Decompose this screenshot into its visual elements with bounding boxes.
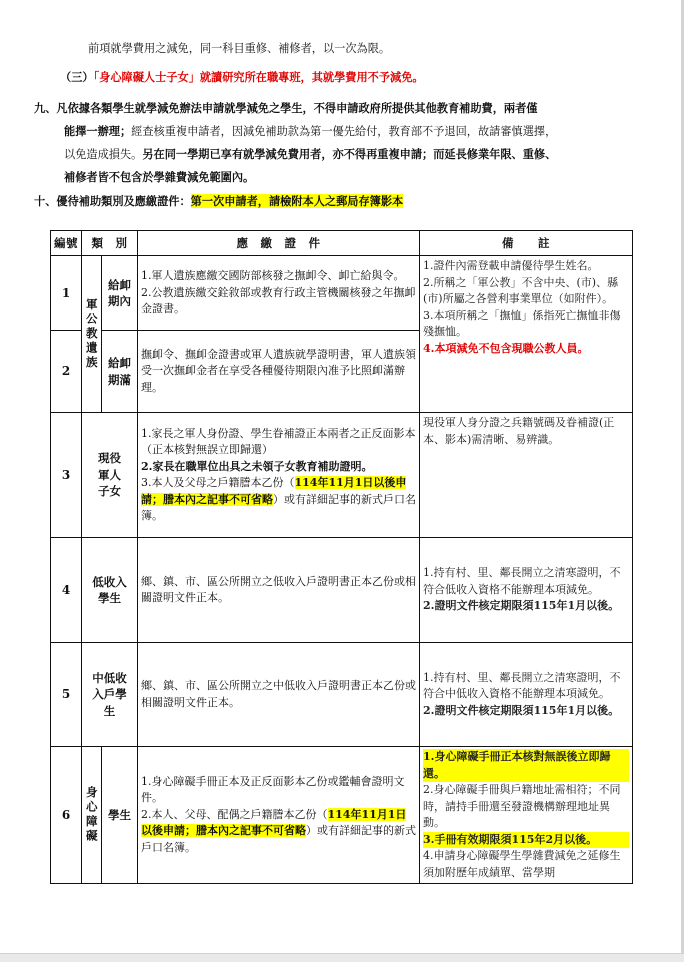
text-line-disabled-children: （三）「身心障礙人士子女」就讀研究所在職專班，其就學費用不予減免。 [60,70,424,84]
table-row [51,256,633,331]
section-ten-heading: 十、優待補助類別及應繳證件：第一次申請者，請檢附本人之郵局存簿影本 [34,194,404,208]
required-documents: 1.家長之軍人身份證、學生眷補證正本兩者之正反面影本（正本核對無誤立即歸還） 2.家長在職單位出具之未領子女教育補助證明。 3.本人及父母之戶籍謄本乙份（114年11月1日以後申請；謄本內之記事不可省略）或有詳細記事的新式戶口名簿。 [138,413,420,538]
row-number: 4 [51,538,82,643]
notes-cell: 現役軍人身分證之兵籍號碼及眷補證(正本、影本)需清晰、易辨識。 [420,413,633,538]
row-number: 6 [51,747,82,884]
table-row [51,413,633,538]
section-nine: 九、凡依據各類學生就學減免辦法申請就學減免之學生，不得申請政府所提供其他教育補助費，兩者僅 能擇一辦理；經查核重複申請者，因減免補助款為第一優先給付，教育部不予退回，故請審慎選擇， 以免造成損失。另在同一學期已享有就學減免費用者，亦不得再重複申請；而延長修業年限、重修、 補修者皆不包含於學雜費減免範圍內。 [34,101,557,184]
header-num: 編號 [51,231,82,256]
table-row [51,747,633,884]
table-row [51,643,633,747]
required-documents: 撫卹令、撫卹金證書或軍人遺族就學證明書，軍人遺族領受一次撫卹金者在享受各種優待期限內准予比照卹滿辦理。 [138,331,420,413]
required-documents: 1.軍人遺族應繳交國防部核發之撫卹令、卹亡給與令。 2.公教遺族繳交銓敘部或教育行政主管機關核發之年撫卹金證書。 [138,256,420,331]
table-header-row [51,231,633,256]
viewer-bottom-edge [0,953,684,962]
table-row [51,538,633,643]
notes-cell: 1.持有村、里、鄰長開立之清寒證明，不符合低收入資格不能辦理本項減免。 2.證明文件核定期限須115年1月以後。 [420,538,633,643]
disability-group-label: 身心障礙 [82,747,102,884]
military-group-label: 軍公教遺族 [82,256,102,413]
row-number: 2 [51,331,82,413]
notes-cell: 1.持有村、里、鄰長開立之清寒證明，不符合中低收入資格不能辦理本項減免。 2.證明文件核定期限須115年1月以後。 [420,643,633,747]
category-label: 低收入學生 [82,538,138,643]
category-label: 現役軍人子女 [82,413,138,538]
required-documents: 1.身心障礙手冊正本及正反面影本乙份或鑑輔會證明文件。 2.本人、父母、配偶之戶籍謄本乙份（114年11月1日以後申請；謄本內之記事不可省略）或有詳細記事的新式戶口名簿。 [138,747,420,884]
row-number: 5 [51,643,82,747]
required-documents: 鄉、鎮、市、區公所開立之低收入戶證明書正本乙份或相關證明文件正本。 [138,538,420,643]
header-category: 類 別 [82,231,138,256]
row-number: 3 [51,413,82,538]
notes-cell: 1.證件內需登載申請優待學生姓名。 2.所稱之「軍公教」不含中央、(市)、縣(市)所屬之各營利事業單位（如附件）。 3.本項所稱之「撫恤」係指死亡撫恤非傷殘撫恤。 4.本項減免不包含現職公教人員。 [420,256,633,413]
required-documents: 鄉、鎮、市、區公所開立之中低收入戶證明書正本乙份或相關證明文件正本。 [138,643,420,747]
row-number: 1 [51,256,82,331]
header-documents: 應 繳 證 件 [138,231,420,256]
category-label: 給卹期滿 [102,331,138,413]
category-label: 中低收入戶學生 [82,643,138,747]
notes-cell: 1.身心障礙手冊正本核對無誤後立即歸還。 2.身心障礙手冊與戶籍地址需相符；不同時，請持手冊還至發證機構辦理地址異動。 3.手冊有效期限須115年2月以後。 4.申請身心障礙學生學雜費減免之延修生須加附歷年成績單、當學期 [420,747,633,884]
postbook-highlight: 第一次申請者，請檢附本人之郵局存簿影本 [190,194,404,208]
header-notes: 備 註 [420,231,633,256]
subsidy-table [50,230,633,884]
category-label: 給卹期內 [102,256,138,331]
text-line-tuition-repeat: 前項就學費用之減免，同一科目重修、補修者，以一次為限。 [88,42,391,55]
category-label: 學生 [102,747,138,884]
